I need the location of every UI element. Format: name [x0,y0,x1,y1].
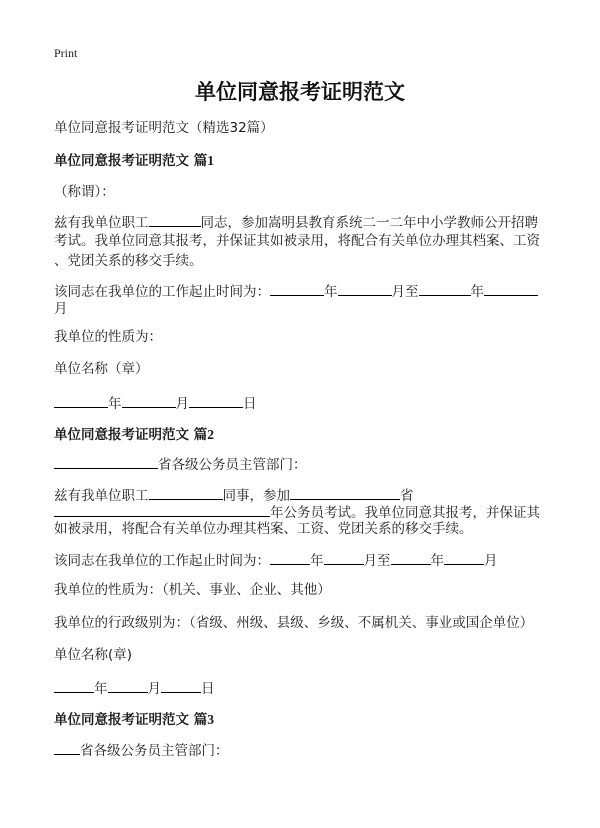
section-1-salutation: （称谓）： [54,184,115,200]
section-2-heading [54,424,554,446]
section-2-date-year-blank [54,677,94,693]
section-1-start-year-blank [270,280,324,296]
section-1-date-line [54,392,554,415]
section-1-date-day-blank [189,392,243,408]
section-1-nature: 我单位的性质为： [54,329,162,345]
section-2-name-blank [149,484,223,500]
section-1-text: 月 [175,396,189,412]
section-1-heading-number: 1 [207,153,214,168]
section-1-heading [54,150,554,172]
section-1-text: 月 [391,284,405,300]
section-2-text: 年公务员考试。我单位同意其报考，并保证其 [270,505,540,521]
section-2-date-line [54,677,554,700]
section-1-body-line-3: 、党团关系的移交手续。 [54,253,203,269]
section-1-end-year-blank [419,280,471,296]
print-label[interactable]: Print [54,46,78,60]
section-3-heading [54,709,554,731]
section-1-period-month: 月 [54,301,68,317]
section-1-heading-text: 单位同意报考证明范文 篇 [54,153,208,169]
section-1-text: 兹有我单位职工 [54,215,149,231]
section-2-text: 同事，参加 [222,488,290,504]
section-2-exam-year-blank [54,501,270,517]
section-1-body-line-2: 考试。我单位同意其报考，并保证其如被录用，将配合有关单位办理其档案、工资 [54,233,540,249]
section-1-text: 该同志在我单位的工作起止时间为： [54,284,270,300]
section-2-text: 年 [310,553,324,569]
section-1-date-month-blank [122,392,176,408]
section-3-heading-number: 3 [207,712,214,727]
section-2-start-month-blank [324,549,364,565]
section-3-heading-text: 单位同意报考证明范文 篇 [54,712,208,728]
section-3-text: 省各级公务员主管部门： [80,743,229,759]
section-1-text: 至 [405,284,419,300]
section-1-text: 同志，参加嵩明县教育系统二一二年中小学教师公开招聘 [200,215,538,231]
section-1-text: 年 [470,284,484,300]
section-1-start-month-blank [338,280,392,296]
section-2-date-day-blank [161,677,201,693]
section-1-text: 日 [243,396,257,412]
section-1-text: 年 [108,396,122,412]
section-3-province-blank [54,739,80,755]
section-2-heading-text: 单位同意报考证明范文 篇 [54,427,208,443]
section-1-unit-name: 单位名称（章） [54,361,149,377]
section-2-admin-level: 我单位的行政级别为：（省级、州级、县级、乡级、不属机关、事业或国企单位） [54,615,534,631]
section-2-start-year-blank [270,549,310,565]
section-1-name-blank [149,211,201,227]
section-2-text: 该同志在我单位的工作起止时间为： [54,553,270,569]
section-2-unit-name: 单位名称(章) [54,647,133,663]
document-subtitle: 单位同意报考证明范文（精选32篇） [54,120,274,136]
section-2-exam-province-blank [290,484,400,500]
section-2-text: 月 [484,553,498,569]
section-2-body-line-3: 如被录用，将配合有关单位办理其档案、工资、党团关系的移交手续。 [54,521,473,537]
section-2-text: 月 [363,553,377,569]
section-2-text: 年 [430,553,444,569]
section-1-end-month-blank [484,280,538,296]
section-3-department-line [54,739,554,762]
section-2-end-month-blank [444,549,484,565]
section-2-date-month-blank [108,677,148,693]
section-1-date-year-blank [54,392,108,408]
section-2-end-year-blank [391,549,431,565]
section-1-text: 年 [324,284,338,300]
section-2-province-blank [54,453,158,469]
section-2-nature: 我单位的性质为：（机关、事业、企业、其他） [54,582,331,598]
section-2-text: 月 [147,681,161,697]
section-2-text: 年 [94,681,108,697]
section-2-department-line [54,453,554,476]
section-2-text: 兹有我单位职工 [54,488,149,504]
section-2-text: 至 [377,553,391,569]
document-title: 单位同意报考证明范文 [195,80,405,104]
section-2-period-line [54,549,554,572]
section-2-text: 日 [201,681,215,697]
section-2-text: 省 [400,488,414,504]
section-2-heading-number: 2 [207,427,214,442]
section-2-text: 省各级公务员主管部门： [158,457,307,473]
